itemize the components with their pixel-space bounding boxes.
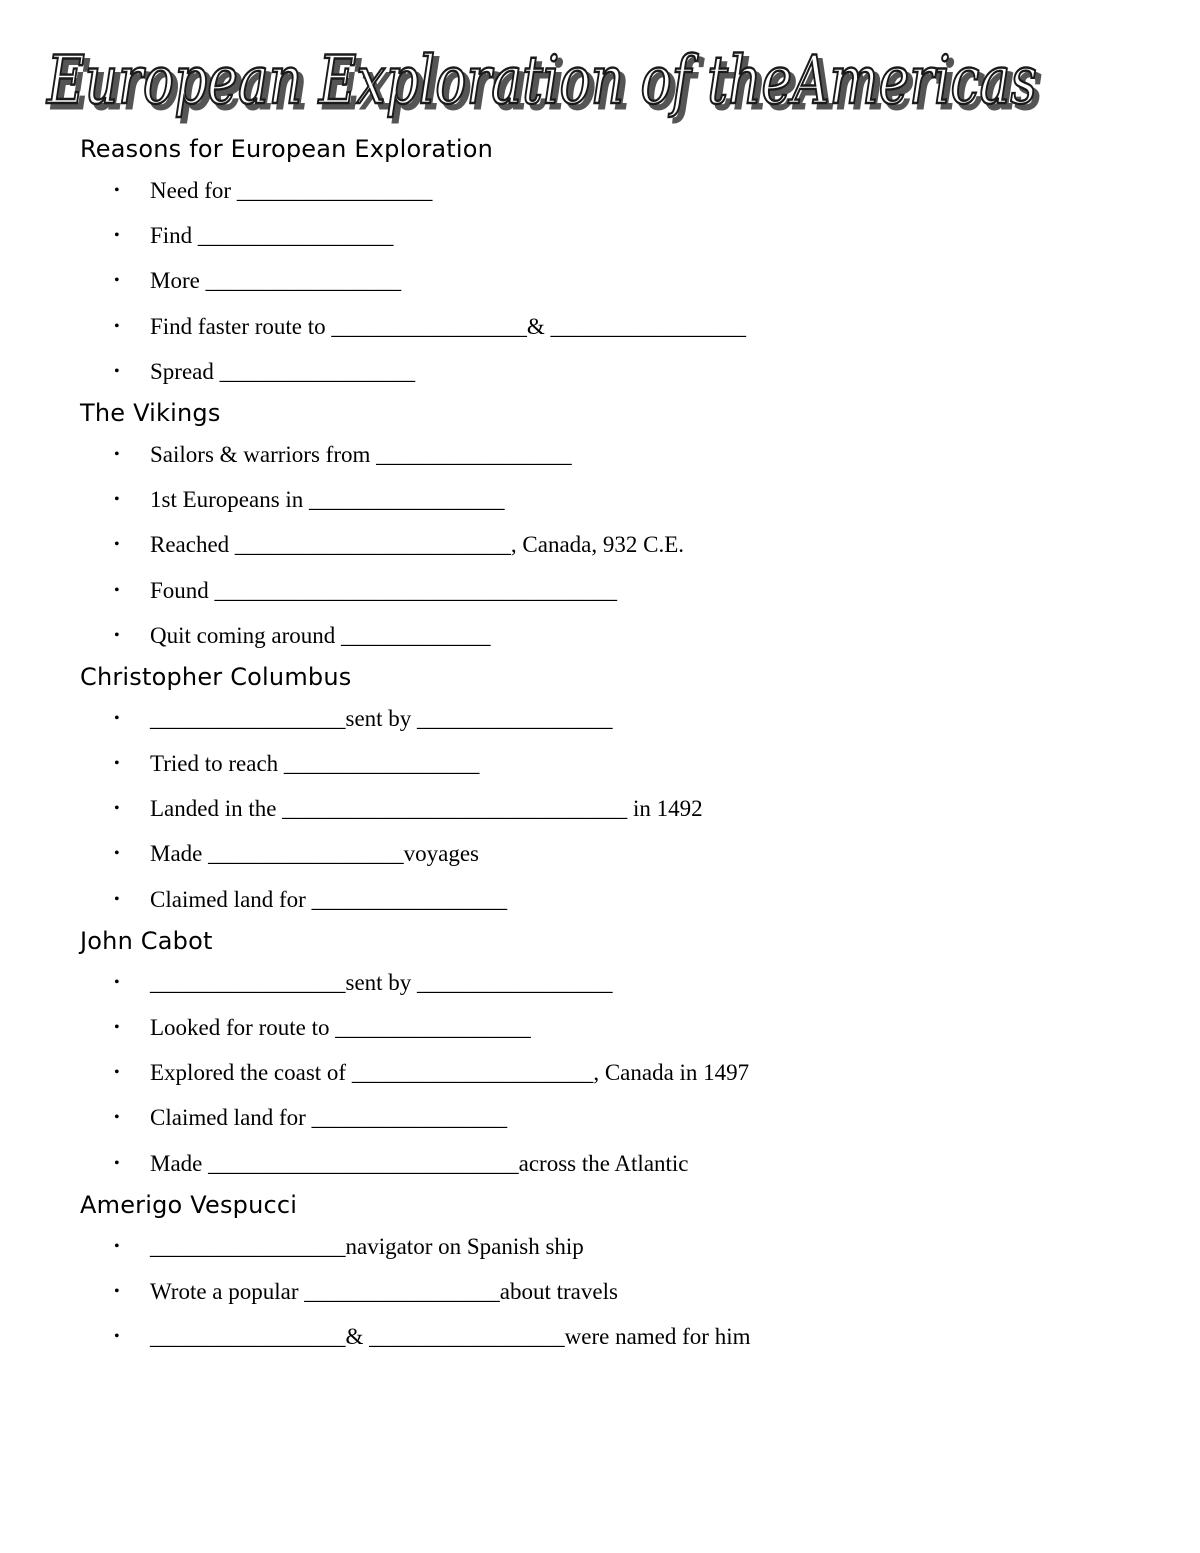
bullet-list [80, 960, 1140, 1186]
item-text: Spread _________________ [150, 358, 416, 384]
item-text: Reached ________________________, Canada, 932 C.E. [150, 532, 685, 558]
bullet-icon: • [114, 626, 120, 644]
item-text: Find _________________ [150, 223, 394, 249]
item-text: _________________sent by _________________ [150, 705, 613, 731]
bullet-list [80, 168, 1140, 394]
section-cabot [80, 922, 1140, 1186]
bullet-icon: • [114, 709, 120, 727]
worksheet-body [80, 130, 1140, 1359]
item-text: Claimed land for _________________ [150, 1105, 508, 1131]
bullet-icon: • [114, 973, 120, 991]
bullet-icon: • [114, 1019, 120, 1036]
bullet-icon: • [114, 1237, 120, 1255]
list-item [80, 696, 1140, 741]
title-shadow: European Exploration of theAmericas [51, 47, 1042, 124]
bullet-icon: • [114, 491, 120, 509]
title-text: European Exploration of theAmericas [46, 42, 1037, 119]
bullet-icon: • [114, 755, 120, 773]
bullet-icon: • [114, 445, 120, 463]
list-item [80, 877, 1140, 922]
item-text: Find faster route to _________________& _________________ [150, 313, 747, 339]
item-text: Claimed land for _________________ [150, 886, 508, 912]
item-text: Explored the coast of _____________________, Canada in 1497 [150, 1060, 750, 1086]
item-text: Looked for route to _________________ [150, 1015, 531, 1040]
section-heading: Amerigo Vespucci [80, 1190, 298, 1219]
list-item [80, 1050, 1140, 1095]
list-item [80, 831, 1140, 876]
list-item [80, 304, 1140, 349]
item-text: More _________________ [150, 268, 402, 294]
item-text: _________________sent by _________________ [150, 969, 613, 995]
list-item [80, 1005, 1140, 1050]
item-text: Made ___________________________across the Atlantic [150, 1150, 689, 1176]
list-item [80, 1141, 1140, 1186]
page-title [44, 22, 1054, 140]
section-heading: Reasons for European Exploration [80, 135, 494, 163]
list-item [80, 741, 1140, 786]
list-item [80, 1095, 1140, 1140]
list-item [80, 258, 1140, 303]
section-heading: The Vikings [80, 398, 221, 427]
section-heading: John Cabot [80, 926, 213, 955]
bullet-list [80, 432, 1140, 658]
item-text: _________________navigator on Spanish ship [150, 1233, 584, 1259]
bullet-icon: • [114, 845, 120, 863]
list-item [80, 613, 1140, 658]
list-item [80, 522, 1140, 567]
list-item [80, 1314, 1140, 1359]
section-heading: Christopher Columbus [80, 662, 352, 691]
list-item [80, 568, 1140, 613]
item-text: Landed in the ______________________________ in 1492 [150, 796, 703, 822]
list-item [80, 1269, 1140, 1314]
list-item [80, 168, 1140, 213]
bullet-list [80, 696, 1140, 922]
list-item [80, 477, 1140, 522]
item-text: Found ___________________________________ [150, 577, 618, 603]
bullet-icon: • [114, 1154, 120, 1172]
bullet-icon: • [114, 272, 120, 290]
list-item [80, 213, 1140, 258]
item-text: Need for _________________ [150, 178, 433, 203]
item-text: 1st Europeans in _________________ [150, 487, 505, 513]
item-text: Sailors & warriors from _________________ [150, 441, 572, 467]
list-item [80, 349, 1140, 394]
bullet-icon: • [114, 581, 120, 599]
section-columbus [80, 658, 1140, 922]
bullet-icon: • [114, 227, 120, 245]
item-text: Tried to reach _________________ [150, 751, 480, 777]
item-text: Made _________________voyages [150, 841, 479, 867]
item-text: Quit coming around _____________ [150, 622, 491, 648]
bullet-icon: • [114, 800, 120, 818]
section-vespucci [80, 1186, 1140, 1360]
bullet-list [80, 1224, 1140, 1360]
bullet-icon: • [114, 1328, 120, 1346]
bullet-icon: • [114, 1064, 120, 1082]
bullet-icon: • [114, 536, 120, 554]
list-item [80, 432, 1140, 477]
bullet-icon: • [114, 1109, 120, 1127]
section-reasons [80, 130, 1140, 394]
bullet-icon: • [114, 317, 120, 335]
item-text: _________________& _________________were named for him [150, 1324, 751, 1350]
list-item [80, 960, 1140, 1005]
bullet-icon: • [114, 890, 120, 908]
bullet-icon: • [114, 1282, 120, 1300]
list-item [80, 786, 1140, 831]
bullet-icon: • [114, 182, 120, 199]
item-text: Wrote a popular _________________about travels [150, 1278, 618, 1304]
bullet-icon: • [114, 362, 120, 380]
section-vikings [80, 394, 1140, 658]
list-item [80, 1224, 1140, 1269]
decorative-title-svg [44, 22, 1054, 140]
